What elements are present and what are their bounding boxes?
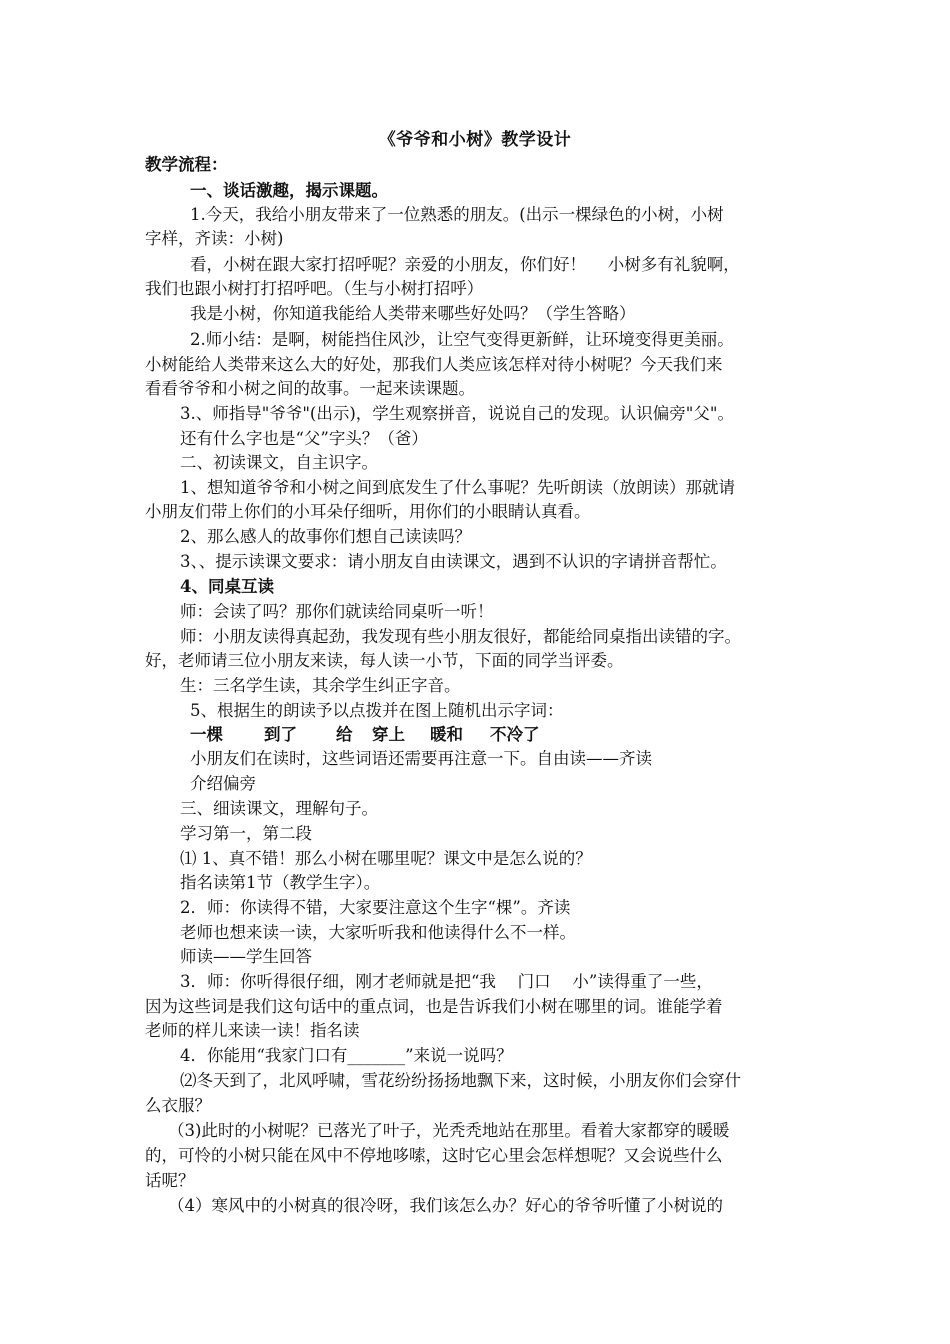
paragraph-line: 2．师：你读得不错，大家要注意这个生字“棵”。齐读 [180,898,571,917]
paragraph-line: 1、想知道爷爷和小树之间到底发生了什么事呢？先听朗读（放朗读）那就请 [180,478,735,497]
section-heading: 一、谈话激趣，揭示课题。 [190,181,388,200]
paragraph-line: 还有什么字也是“父”字头？（爸） [180,429,428,448]
paragraph-line: 小朋友们带上你们的小耳朵仔细听，用你们的小眼睛认真看。 [145,502,591,521]
paragraph-line: ⑴ 1、真不错！那么小树在哪里呢？课文中是怎么说的？ [180,849,592,868]
vocab-word: 给 [336,725,353,744]
paragraph-line: 3、、提示读课文要求：请小朋友自由读课文，遇到不认识的字请拼音帮忙。 [180,552,727,571]
paragraph-line: 师：会读了吗？那你们就读给同桌听一听！ [180,602,494,621]
paragraph-line: （4）寒风中的小树真的很冷呀，我们该怎么办？好心的爷爷听懂了小树说的 [168,1196,723,1215]
vocab-word: 一棵 [190,725,223,744]
vocab-word: 暖和 [430,725,463,744]
subheading: 4、同桌互读 [180,577,274,596]
paragraph-line: 因为这些词是我们这句话中的重点词，也是告诉我们小树在哪里的词。谁能学着 [145,997,723,1016]
vocab-word: 到了 [264,725,297,744]
paragraph-line: 2、那么感人的故事你们想自己读读吗？ [180,527,471,546]
paragraph-line: 指名读第1节（教学生字）。 [180,873,381,892]
paragraph-line: 师读——学生回答 [180,947,312,966]
paragraph-line: 生：三名学生读，其余学生纠正字音。 [180,676,461,695]
paragraph-line: （3)此时的小树呢？已落光了叶子，光秃秃地站在那里。看着大家都穿的暖暖 [168,1121,730,1140]
paragraph-line: 话呢？ [145,1171,195,1190]
paragraph-line: 3.、师指导"爷爷"(出示)，学生观察拼音，说说自己的发现。认识偏旁"父"。 [180,404,734,423]
paragraph-line: 我是小树，你知道我能给人类带来哪些好处吗？（学生答略） [190,304,636,323]
paragraph-line: 师：小朋友读得真起劲，我发现有些小朋友很好，都能给同桌指出读错的字。 [180,627,741,646]
paragraph-line: ⑵冬天到了，北风呼啸，雪花纷纷扬扬地飘下来，这时候，小朋友你们会穿什 [180,1071,741,1090]
section-heading: 三、细读课文，理解句子。 [180,799,378,818]
paragraph-line: 小朋友们在读时，这些词语还需要再注意一下。自由读——齐读 [190,749,652,768]
paragraph-line: 好，老师请三位小朋友来读，每人读一小节，下面的同学当评委。 [145,651,624,670]
paragraph-line: 老师的样儿来读一读！指名读 [145,1021,360,1040]
section-heading: 二、初读课文，自主识字。 [180,453,378,472]
paragraph-line: 老师也想来读一读，大家听听我和他读得什么不一样。 [180,923,576,942]
paragraph-line: 4．你能用“我家门口有_______”来说一说吗？ [180,1046,513,1065]
vocabulary-words [190,723,540,747]
paragraph-line: 3．师：你听得很仔细，刚才老师就是把“我 门口 小”读得重了一些， [180,972,713,991]
vocab-word: 不冷了 [490,725,540,744]
paragraph-line: 看，小树在跟大家打招呼呢？亲爱的小朋友，你们好！ 小树多有礼貌啊， [190,255,740,274]
paragraph-line: 字样，齐读：小树) [145,229,284,248]
paragraph-line: 的，可怜的小树只能在风中不停地哆嗦，这时它心里会怎样想呢？又会说些什么 [145,1146,723,1165]
document-title: 《爷爷和小树》教学设计 [378,130,572,150]
paragraph-line: 我们也跟小树打打招呼吧。（生与小树打招呼） [145,279,484,298]
vocab-word: 穿上 [372,725,405,744]
paragraph-line: 1.今天，我给小朋友带来了一位熟悉的朋友。(出示一棵绿色的小树，小树 [190,205,724,224]
section-heading: 教学流程： [145,155,228,174]
paragraph-line: 小树能给人类带来这么大的好处，那我们人类应该怎样对待小树呢？今天我们来 [145,355,723,374]
paragraph-line: 么衣服？ [145,1096,211,1115]
paragraph-line: 2.师小结：是啊，树能挡住风沙，让空气变得更新鲜，让环境变得更美丽。 [190,330,734,349]
paragraph-line: 5、根据生的朗读予以点拨并在图上随机出示字词： [190,701,564,720]
paragraph-line: 看看爷爷和小树之间的故事。一起来读课题。 [145,379,475,398]
paragraph-line: 学习第一，第二段 [180,824,312,843]
paragraph-line: 介绍偏旁 [190,774,256,793]
